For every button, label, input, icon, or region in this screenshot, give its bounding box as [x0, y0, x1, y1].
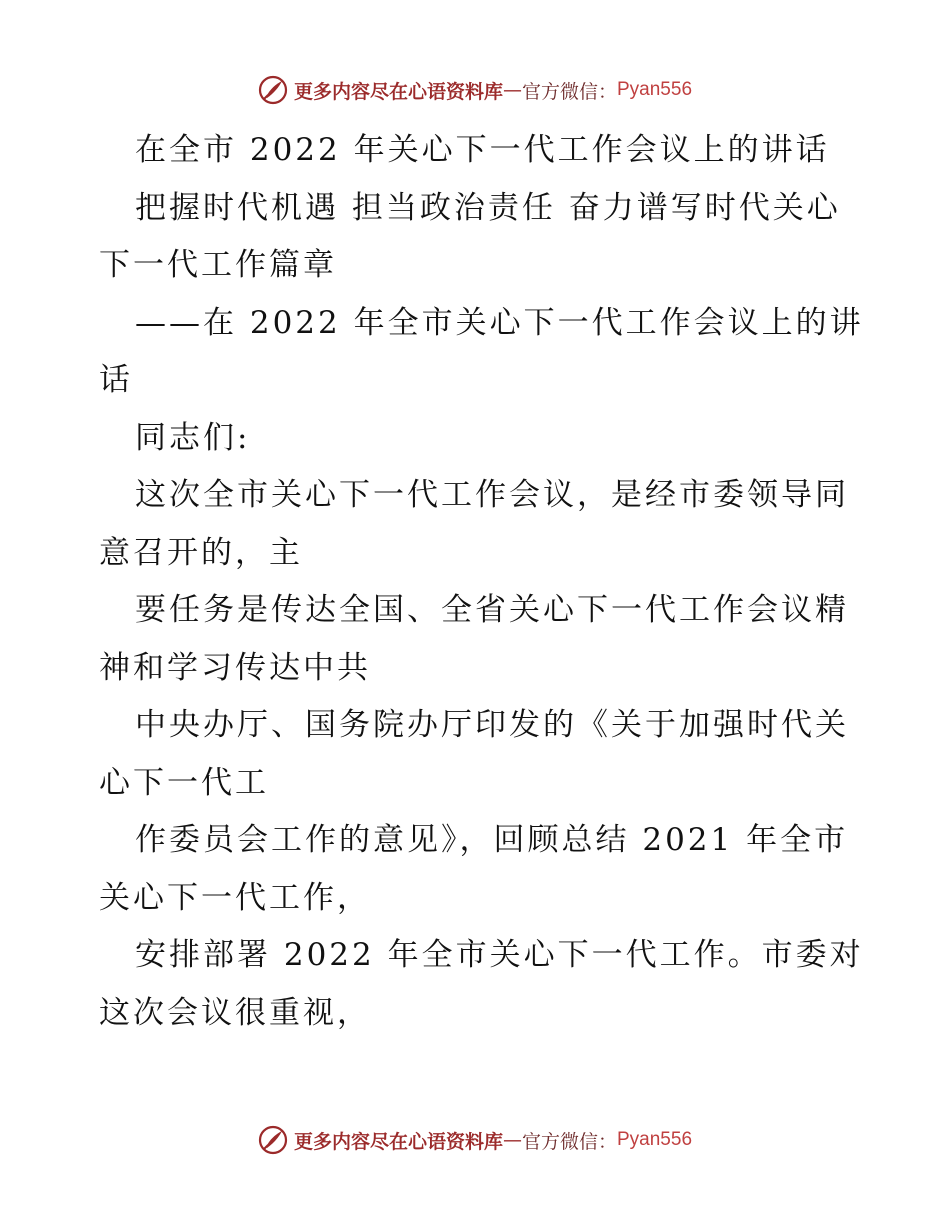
paragraph-line: 要任务是传达全国、全省关心下一代工作会议精: [135, 592, 849, 628]
watermark-dash: —: [502, 79, 522, 101]
footer-watermark: [0, 1120, 950, 1160]
document-title: 在全市 2022 年关心下一代工作会议上的讲话: [135, 132, 830, 168]
document-subtitle-line-2: 下一代工作篇章: [99, 247, 337, 283]
paragraph-line: 中央办厅、国务院办厅印发的《关于加强时代关: [135, 707, 849, 743]
quill-pen-logo-icon: [258, 1125, 288, 1155]
paragraph-line: 神和学习传达中共: [99, 649, 371, 686]
header-watermark: [0, 70, 950, 110]
document-subheading-line-2: 话: [99, 362, 133, 398]
paragraph-line: 这次全市关心下一代工作会议，是经市委领导同: [135, 477, 849, 513]
paragraph-line: 安排部署 2022 年全市关心下一代工作。市委对: [135, 937, 864, 973]
watermark-brand-text: 更多内容尽在心语资料库: [293, 80, 503, 103]
watermark-brand-text: 更多内容尽在心语资料库: [293, 1130, 503, 1153]
watermark-wechat-id: Pyan556: [617, 79, 693, 100]
quill-pen-logo-icon: [258, 75, 288, 105]
watermark-wechat-label: 官方微信：: [521, 80, 617, 103]
document-subheading-line-1: ——在 2022 年全市关心下一代工作会议上的讲: [135, 304, 864, 341]
paragraph-line: 作委员会工作的意见》，回顾总结 2021 年全市: [135, 822, 849, 858]
watermark-wechat-id: Pyan556: [617, 1129, 693, 1150]
paragraph-line: 关心下一代工作，: [99, 879, 371, 916]
paragraph-line: 心下一代工: [99, 764, 269, 801]
salutation: 同志们:: [135, 419, 251, 456]
document-subtitle-line-1: 把握时代机遇 担当政治责任 奋力谱写时代关心: [135, 189, 841, 226]
watermark-wechat-label: 官方微信：: [521, 1130, 617, 1153]
paragraph-line: 这次会议很重视，: [99, 994, 371, 1031]
document-body: [99, 122, 864, 1042]
watermark-dash: —: [502, 1129, 522, 1151]
paragraph-line: 意召开的，主: [99, 534, 303, 571]
